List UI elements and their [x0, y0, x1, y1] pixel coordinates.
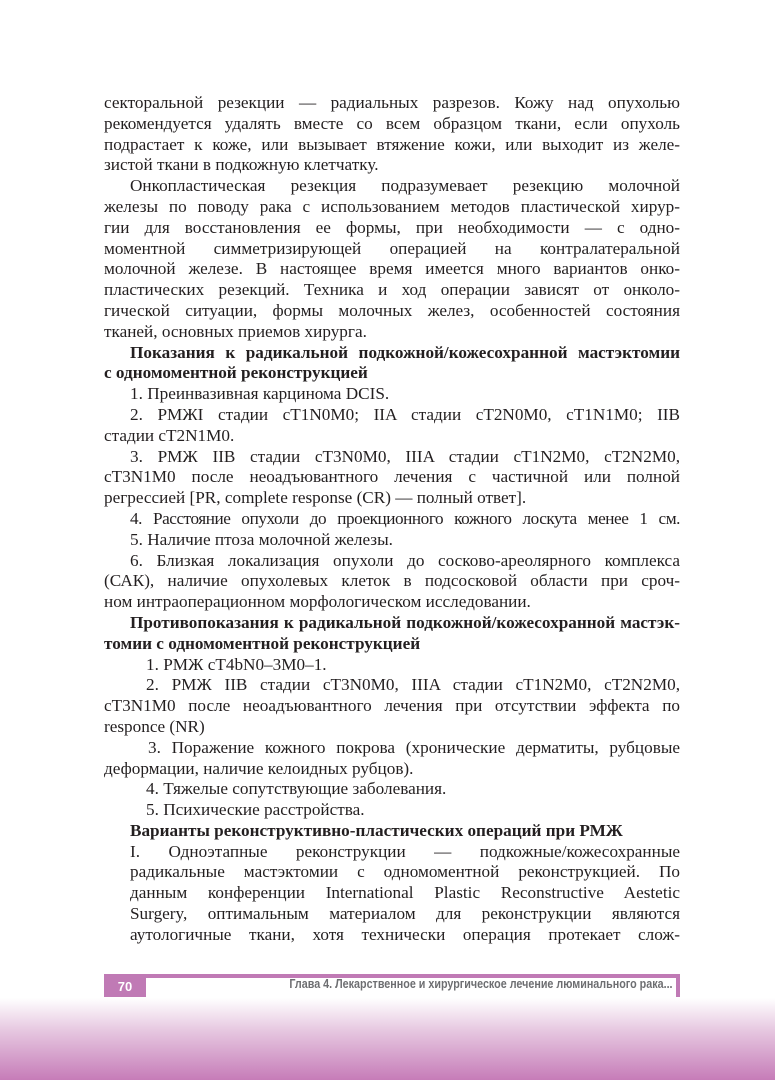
text-line: Surgery, оптимальным материалом для реконструкции являются — [130, 904, 680, 924]
text-line: Показания к радикальной подкожной/кожесохранной мастэктомии — [130, 342, 680, 362]
text-line: данным конференции International Plastic Reconstructive Aestetic — [130, 883, 680, 903]
text-line: 5. Наличие птоза молочной железы. — [130, 529, 393, 549]
text-line: моментной симметризирующей операцией на контралатеральной — [104, 238, 680, 258]
paragraph — [104, 405, 680, 447]
footer-gradient — [0, 998, 775, 1080]
text-line: деформации, наличие келоидных рубцов). — [104, 758, 414, 778]
running-head: Глава 4. Лекарственное и хирургическое лечение люминального рака... — [289, 977, 673, 991]
text-line: подрастает к коже, или вызывает втяжение кожи, или выходит из желе- — [104, 134, 680, 154]
section-heading — [104, 821, 680, 842]
paragraph — [104, 551, 680, 613]
paragraph — [104, 176, 680, 342]
text-line: 3. Поражение кожного покрова (хронические дерматиты, рубцовые — [148, 737, 680, 757]
text-line: рекомендуется удалять вместе со всем образцом ткани, если опухоль — [104, 113, 680, 133]
section-heading — [104, 613, 680, 655]
text-line: 1. Преинвазивная карцинома DCIS. — [130, 384, 390, 404]
text-line: стадии cT2N1M0. — [104, 425, 235, 445]
paragraph — [104, 655, 680, 676]
text-line: I. Одноэтапные реконструкции — подкожные/кожесохранные — [130, 841, 680, 861]
text-line: 1. РМЖ cT4bN0–3M0–1. — [146, 654, 327, 674]
paragraph — [104, 509, 680, 530]
paragraph — [104, 447, 680, 509]
text-line: 3. РМЖ IIB стадии cT3N0M0, IIIA стадии cT1N2M0, cT2N2M0, — [130, 446, 680, 466]
text-line: ном интраоперационном морфологическом исследовании. — [104, 592, 531, 612]
text-line: 2. РМЖ IIB стадии cT3N0M0, IIIA стадии cT1N2M0, cT2N2M0, — [146, 675, 680, 695]
text-line: 4. Расстояние опухоли до проекционного кожного лоскута менее 1 см. — [130, 508, 680, 528]
text-line: гии для восстановления ее формы, при необходимости — с одно- — [104, 217, 680, 237]
text-line: responce (NR) — [104, 716, 205, 736]
text-line: Противопоказания к радикальной подкожной/кожесохранной мастэк- — [130, 612, 680, 632]
paragraph — [104, 800, 680, 821]
text-line: 2. РМЖI стадии cT1N0M0; IIA стадии cT2N0M0, cT1N1M0; IIB — [130, 404, 680, 424]
text-line: молочной железе. В настоящее время имеется много вариантов онко- — [104, 259, 680, 279]
paragraph — [104, 384, 680, 405]
text-line: железы по поводу рака с использованием методов пластической хирур- — [104, 196, 680, 216]
text-line: с одномоментной реконструкцией — [104, 363, 368, 383]
text-line: зистой ткани в подкожную клетчатку. — [104, 155, 379, 175]
text-line: радикальные мастэктомии с одномоментной реконструкцией. По — [130, 862, 680, 882]
text-line: Варианты реконструктивно-пластических операций при РМЖ — [130, 820, 623, 840]
text-line: Онкопластическая резекция подразумевает резекцию молочной — [130, 176, 680, 196]
text-line: cT3N1M0 после неоадъювантного лечения при отсутствии эффекта по — [104, 696, 680, 716]
paragraph — [104, 93, 680, 176]
text-line: тканей, основных приемов хирурга. — [104, 321, 367, 341]
paragraph — [104, 530, 680, 551]
text-line: секторальной резекции — радиальных разрезов. Кожу над опухолью — [104, 93, 680, 112]
text-line: (САК), наличие опухолевых клеток в подсосковой области при сроч- — [104, 571, 680, 591]
text-line: пластических резекций. Техника и ход операции зависят от онколо- — [104, 280, 680, 300]
text-line: 5. Психические расстройства. — [146, 800, 365, 820]
paragraph — [104, 675, 680, 737]
text-line: гической ситуации, формы молочных желез, особенностей состояния — [104, 300, 680, 320]
paragraph — [104, 842, 680, 946]
paragraph — [104, 738, 680, 780]
text-line: регрессией [PR, complete response (CR) — полный ответ]. — [104, 488, 527, 508]
paragraph — [104, 779, 680, 800]
section-heading — [104, 343, 680, 385]
text-line: аутологичные ткани, хотя технически операция протекает слож- — [130, 924, 680, 944]
body-text — [104, 93, 680, 946]
text-line: 6. Близкая локализация опухоли до сосково-ареолярного комплекса — [130, 550, 680, 570]
text-line: 4. Тяжелые сопутствующие заболевания. — [146, 779, 447, 799]
page-number: 70 — [104, 974, 146, 997]
text-line: томии с одномоментной реконструкцией — [104, 633, 421, 653]
text-line: cT3N1M0 после неоадъювантного лечения с частичной или полной — [104, 467, 680, 487]
